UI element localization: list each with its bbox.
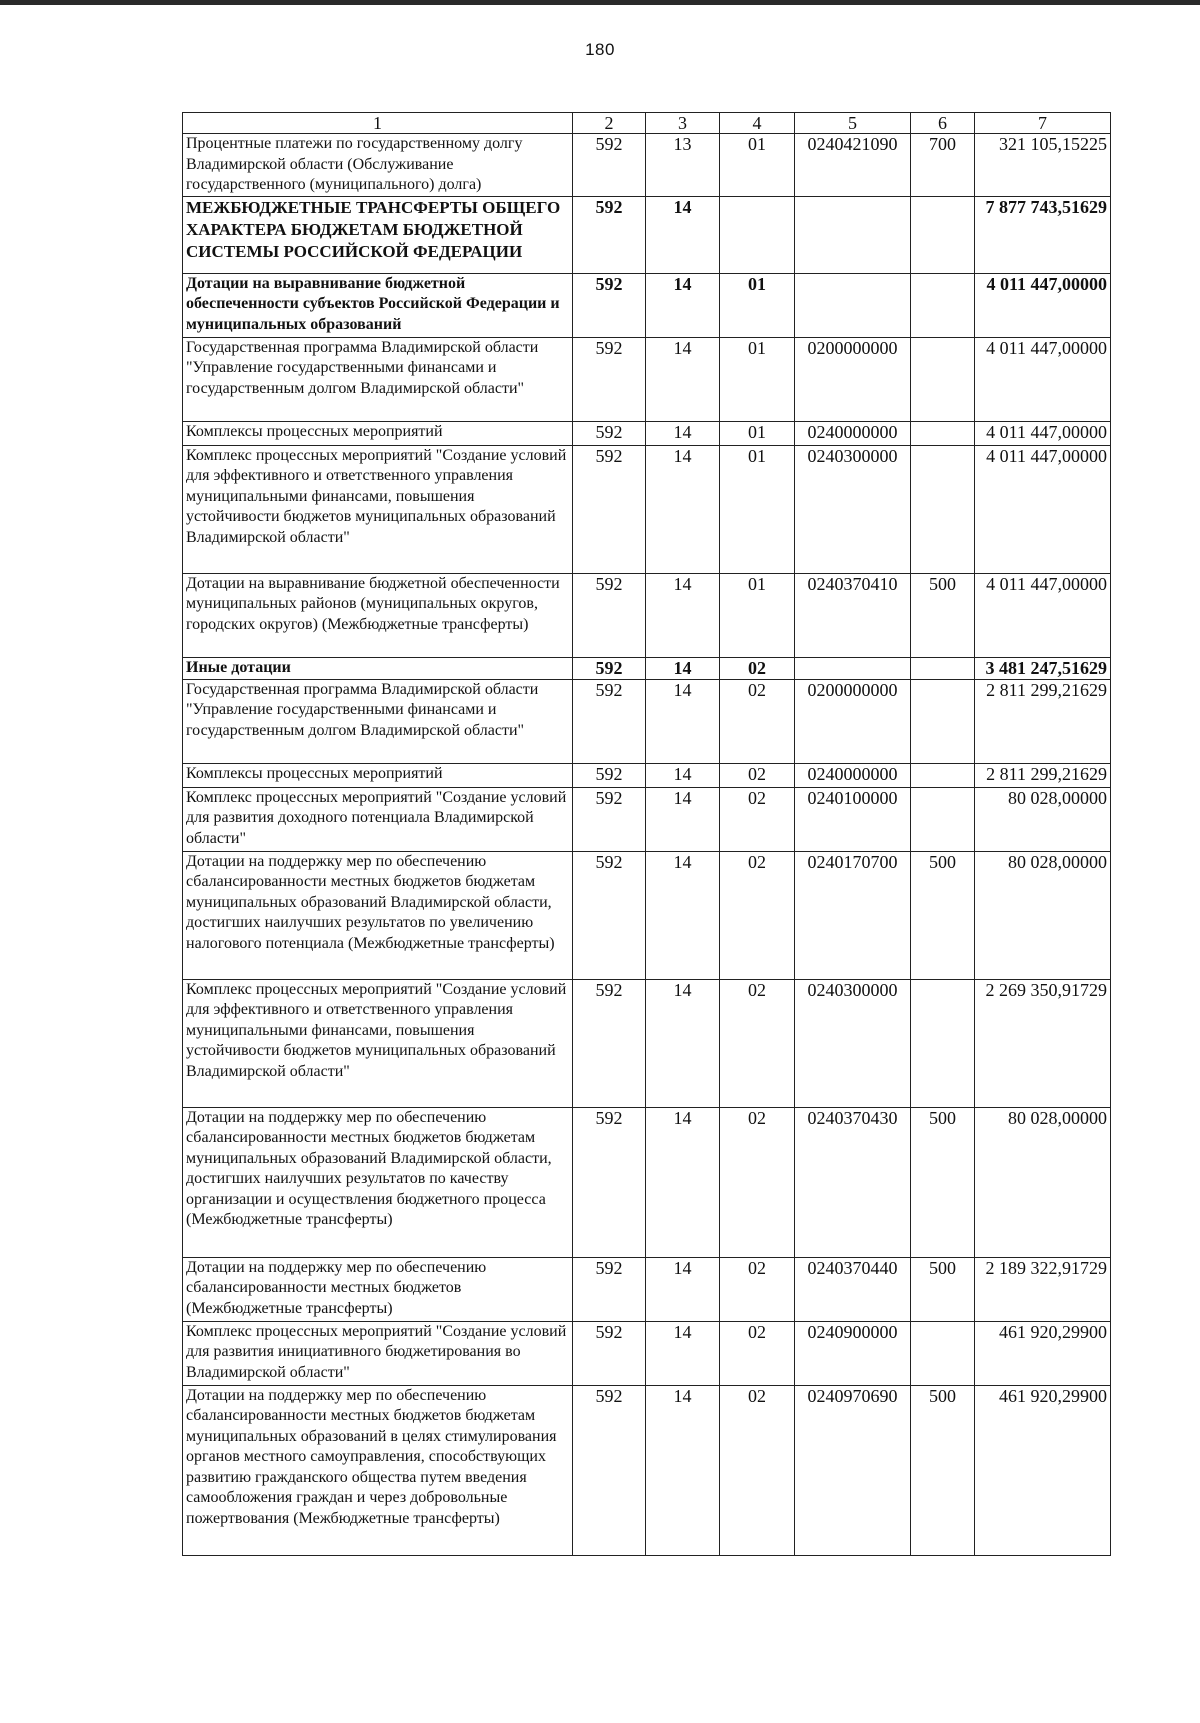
row-chapter-code: 14 (646, 851, 720, 979)
row-amount: 2 269 350,91729 (975, 979, 1111, 1107)
table-row (183, 421, 1111, 445)
row-name-cell: МЕЖБЮДЖЕТНЫЕ ТРАНСФЕРТЫ ОБЩЕГО ХАРАКТЕРА БЮДЖЕТАМ БЮДЖЕТНОЙ СИСТЕМЫ РОССИЙСКОЙ ФЕДЕРАЦИИ (183, 196, 573, 273)
row-section-code: 592 (573, 337, 646, 421)
row-name-cell: Комплексы процессных мероприятий (183, 421, 573, 445)
row-target-code (795, 196, 911, 273)
row-expense-type-code (911, 337, 975, 421)
row-target-code: 0240370410 (795, 573, 911, 657)
row-name-cell: Дотации на поддержку мер по обеспечению сбалансированности местных бюджетов бюджетам муниципальных образований Владимирской области, достигших наилучших результатов по увеличению налогового потенциала (Межбюджетные трансферты) (183, 851, 573, 979)
row-section-code: 592 (573, 1321, 646, 1385)
row-amount: 2 189 322,91729 (975, 1257, 1111, 1321)
row-section-code: 592 (573, 787, 646, 851)
table-row (183, 337, 1111, 421)
row-amount: 4 011 447,00000 (975, 421, 1111, 445)
table-row (183, 445, 1111, 573)
row-target-code (795, 273, 911, 337)
table-row (183, 1321, 1111, 1385)
row-section-code: 592 (573, 445, 646, 573)
row-subchapter-code (720, 196, 795, 273)
table-row (183, 657, 1111, 679)
column-header: 2 (573, 113, 646, 134)
row-chapter-code: 14 (646, 979, 720, 1107)
column-number-header (183, 113, 1111, 134)
row-section-code: 592 (573, 1107, 646, 1257)
table-row (183, 1107, 1111, 1257)
column-header: 1 (183, 113, 573, 134)
row-chapter-code: 14 (646, 196, 720, 273)
row-expense-type-code: 500 (911, 1385, 975, 1555)
row-expense-type-code (911, 273, 975, 337)
row-target-code: 0200000000 (795, 679, 911, 763)
table-row (183, 196, 1111, 273)
row-chapter-code: 14 (646, 573, 720, 657)
row-target-code: 0240000000 (795, 421, 911, 445)
table-row (183, 1385, 1111, 1555)
row-amount: 461 920,29900 (975, 1321, 1111, 1385)
row-name-cell: Дотации на поддержку мер по обеспечению сбалансированности местных бюджетов (Межбюджетные трансферты) (183, 1257, 573, 1321)
row-chapter-code: 14 (646, 679, 720, 763)
row-chapter-code: 14 (646, 1321, 720, 1385)
row-name-cell: Государственная программа Владимирской области "Управление государственными финансами и государственным долгом Владимирской области" (183, 337, 573, 421)
row-section-code: 592 (573, 134, 646, 197)
row-amount: 4 011 447,00000 (975, 273, 1111, 337)
row-subchapter-code: 02 (720, 657, 795, 679)
row-target-code: 0240000000 (795, 763, 911, 787)
row-chapter-code: 14 (646, 337, 720, 421)
row-name-cell: Дотации на поддержку мер по обеспечению сбалансированности местных бюджетов бюджетам муниципальных образований Владимирской области, достигших наилучших результатов по качеству организации и осуществления бюджетного процесса (Межбюджетные трансферты) (183, 1107, 573, 1257)
row-expense-type-code (911, 421, 975, 445)
row-chapter-code: 14 (646, 1385, 720, 1555)
row-section-code: 592 (573, 1385, 646, 1555)
row-subchapter-code: 02 (720, 1321, 795, 1385)
row-name-cell: Иные дотации (183, 657, 573, 679)
row-section-code: 592 (573, 1257, 646, 1321)
row-subchapter-code: 01 (720, 273, 795, 337)
row-subchapter-code: 02 (720, 1385, 795, 1555)
row-name-cell: Комплекс процессных мероприятий "Создание условий для развития инициативного бюджетирования во Владимирской области" (183, 1321, 573, 1385)
row-subchapter-code: 01 (720, 573, 795, 657)
row-name-cell: Комплекс процессных мероприятий "Создание условий для эффективного и ответственного управления муниципальными финансами, повышения устойчивости бюджетов муниципальных образований Владимирской области" (183, 445, 573, 573)
row-section-code: 592 (573, 763, 646, 787)
row-section-code: 592 (573, 273, 646, 337)
row-chapter-code: 14 (646, 421, 720, 445)
row-chapter-code: 14 (646, 657, 720, 679)
row-expense-type-code: 500 (911, 1107, 975, 1257)
row-amount: 2 811 299,21629 (975, 679, 1111, 763)
row-subchapter-code: 02 (720, 1257, 795, 1321)
row-amount: 4 011 447,00000 (975, 573, 1111, 657)
column-header: 6 (911, 113, 975, 134)
row-expense-type-code: 700 (911, 134, 975, 197)
row-chapter-code: 14 (646, 273, 720, 337)
row-expense-type-code (911, 679, 975, 763)
table-row (183, 273, 1111, 337)
row-name-cell: Дотации на выравнивание бюджетной обеспеченности субъектов Российской Федерации и муниципальных образований (183, 273, 573, 337)
row-amount: 2 811 299,21629 (975, 763, 1111, 787)
row-chapter-code: 13 (646, 134, 720, 197)
row-section-code: 592 (573, 851, 646, 979)
row-subchapter-code: 02 (720, 679, 795, 763)
row-target-code: 0240100000 (795, 787, 911, 851)
row-subchapter-code: 01 (720, 445, 795, 573)
top-border-rule (0, 0, 1200, 5)
row-name-cell: Комплекс процессных мероприятий "Создание условий для развития доходного потенциала Владимирской области" (183, 787, 573, 851)
row-target-code: 0240170700 (795, 851, 911, 979)
row-section-code: 592 (573, 679, 646, 763)
row-section-code: 592 (573, 657, 646, 679)
row-expense-type-code (911, 657, 975, 679)
row-amount: 80 028,00000 (975, 787, 1111, 851)
row-amount: 7 877 743,51629 (975, 196, 1111, 273)
table-row (183, 763, 1111, 787)
table-row (183, 679, 1111, 763)
row-amount: 3 481 247,51629 (975, 657, 1111, 679)
row-amount: 461 920,29900 (975, 1385, 1111, 1555)
row-target-code: 0240300000 (795, 445, 911, 573)
row-target-code: 0200000000 (795, 337, 911, 421)
table-row (183, 787, 1111, 851)
table-row (183, 1257, 1111, 1321)
row-expense-type-code (911, 445, 975, 573)
column-header: 5 (795, 113, 911, 134)
row-subchapter-code: 01 (720, 134, 795, 197)
row-expense-type-code: 500 (911, 851, 975, 979)
row-name-cell: Дотации на поддержку мер по обеспечению сбалансированности местных бюджетов бюджетам муниципальных образований в целях стимулирования органов местного самоуправления, способствующих развитию гражданского общества путем введения самообложения граждан и через добровольные пожертвования (Межбюджетные трансферты) (183, 1385, 573, 1555)
row-subchapter-code: 02 (720, 1107, 795, 1257)
row-section-code: 592 (573, 421, 646, 445)
row-expense-type-code (911, 979, 975, 1107)
row-amount: 4 011 447,00000 (975, 445, 1111, 573)
row-target-code: 0240370440 (795, 1257, 911, 1321)
row-target-code: 0240900000 (795, 1321, 911, 1385)
budget-table (182, 112, 1111, 1556)
row-section-code: 592 (573, 196, 646, 273)
row-target-code: 0240370430 (795, 1107, 911, 1257)
row-amount: 80 028,00000 (975, 1107, 1111, 1257)
row-expense-type-code: 500 (911, 1257, 975, 1321)
row-chapter-code: 14 (646, 763, 720, 787)
row-expense-type-code (911, 787, 975, 851)
column-header: 7 (975, 113, 1111, 134)
row-name-cell: Государственная программа Владимирской области "Управление государственными финансами и государственным долгом Владимирской области" (183, 679, 573, 763)
row-subchapter-code: 02 (720, 763, 795, 787)
row-subchapter-code: 01 (720, 421, 795, 445)
page-number: 180 (585, 40, 615, 59)
row-name-cell: Комплекс процессных мероприятий "Создание условий для эффективного и ответственного управления муниципальными финансами, повышения устойчивости бюджетов муниципальных образований Владимирской области" (183, 979, 573, 1107)
row-chapter-code: 14 (646, 787, 720, 851)
row-expense-type-code (911, 763, 975, 787)
table-row (183, 979, 1111, 1107)
column-header: 4 (720, 113, 795, 134)
row-chapter-code: 14 (646, 1107, 720, 1257)
row-amount: 321 105,15225 (975, 134, 1111, 197)
row-amount: 80 028,00000 (975, 851, 1111, 979)
row-target-code: 0240421090 (795, 134, 911, 197)
table-row (183, 851, 1111, 979)
table-row (183, 573, 1111, 657)
row-target-code (795, 657, 911, 679)
row-amount: 4 011 447,00000 (975, 337, 1111, 421)
row-name-cell: Дотации на выравнивание бюджетной обеспеченности муниципальных районов (муниципальных округов, городских округов) (Межбюджетные трансферты) (183, 573, 573, 657)
row-name-cell: Процентные платежи по государственному долгу Владимирской области (Обслуживание государственного (муниципального) долга) (183, 134, 573, 197)
row-name-cell: Комплексы процессных мероприятий (183, 763, 573, 787)
row-section-code: 592 (573, 573, 646, 657)
row-expense-type-code (911, 196, 975, 273)
row-target-code: 0240970690 (795, 1385, 911, 1555)
row-expense-type-code (911, 1321, 975, 1385)
row-target-code: 0240300000 (795, 979, 911, 1107)
row-subchapter-code: 02 (720, 979, 795, 1107)
row-chapter-code: 14 (646, 1257, 720, 1321)
column-header: 3 (646, 113, 720, 134)
row-section-code: 592 (573, 979, 646, 1107)
row-subchapter-code: 02 (720, 851, 795, 979)
row-subchapter-code: 02 (720, 787, 795, 851)
row-subchapter-code: 01 (720, 337, 795, 421)
table-row (183, 134, 1111, 197)
row-expense-type-code: 500 (911, 573, 975, 657)
row-chapter-code: 14 (646, 445, 720, 573)
